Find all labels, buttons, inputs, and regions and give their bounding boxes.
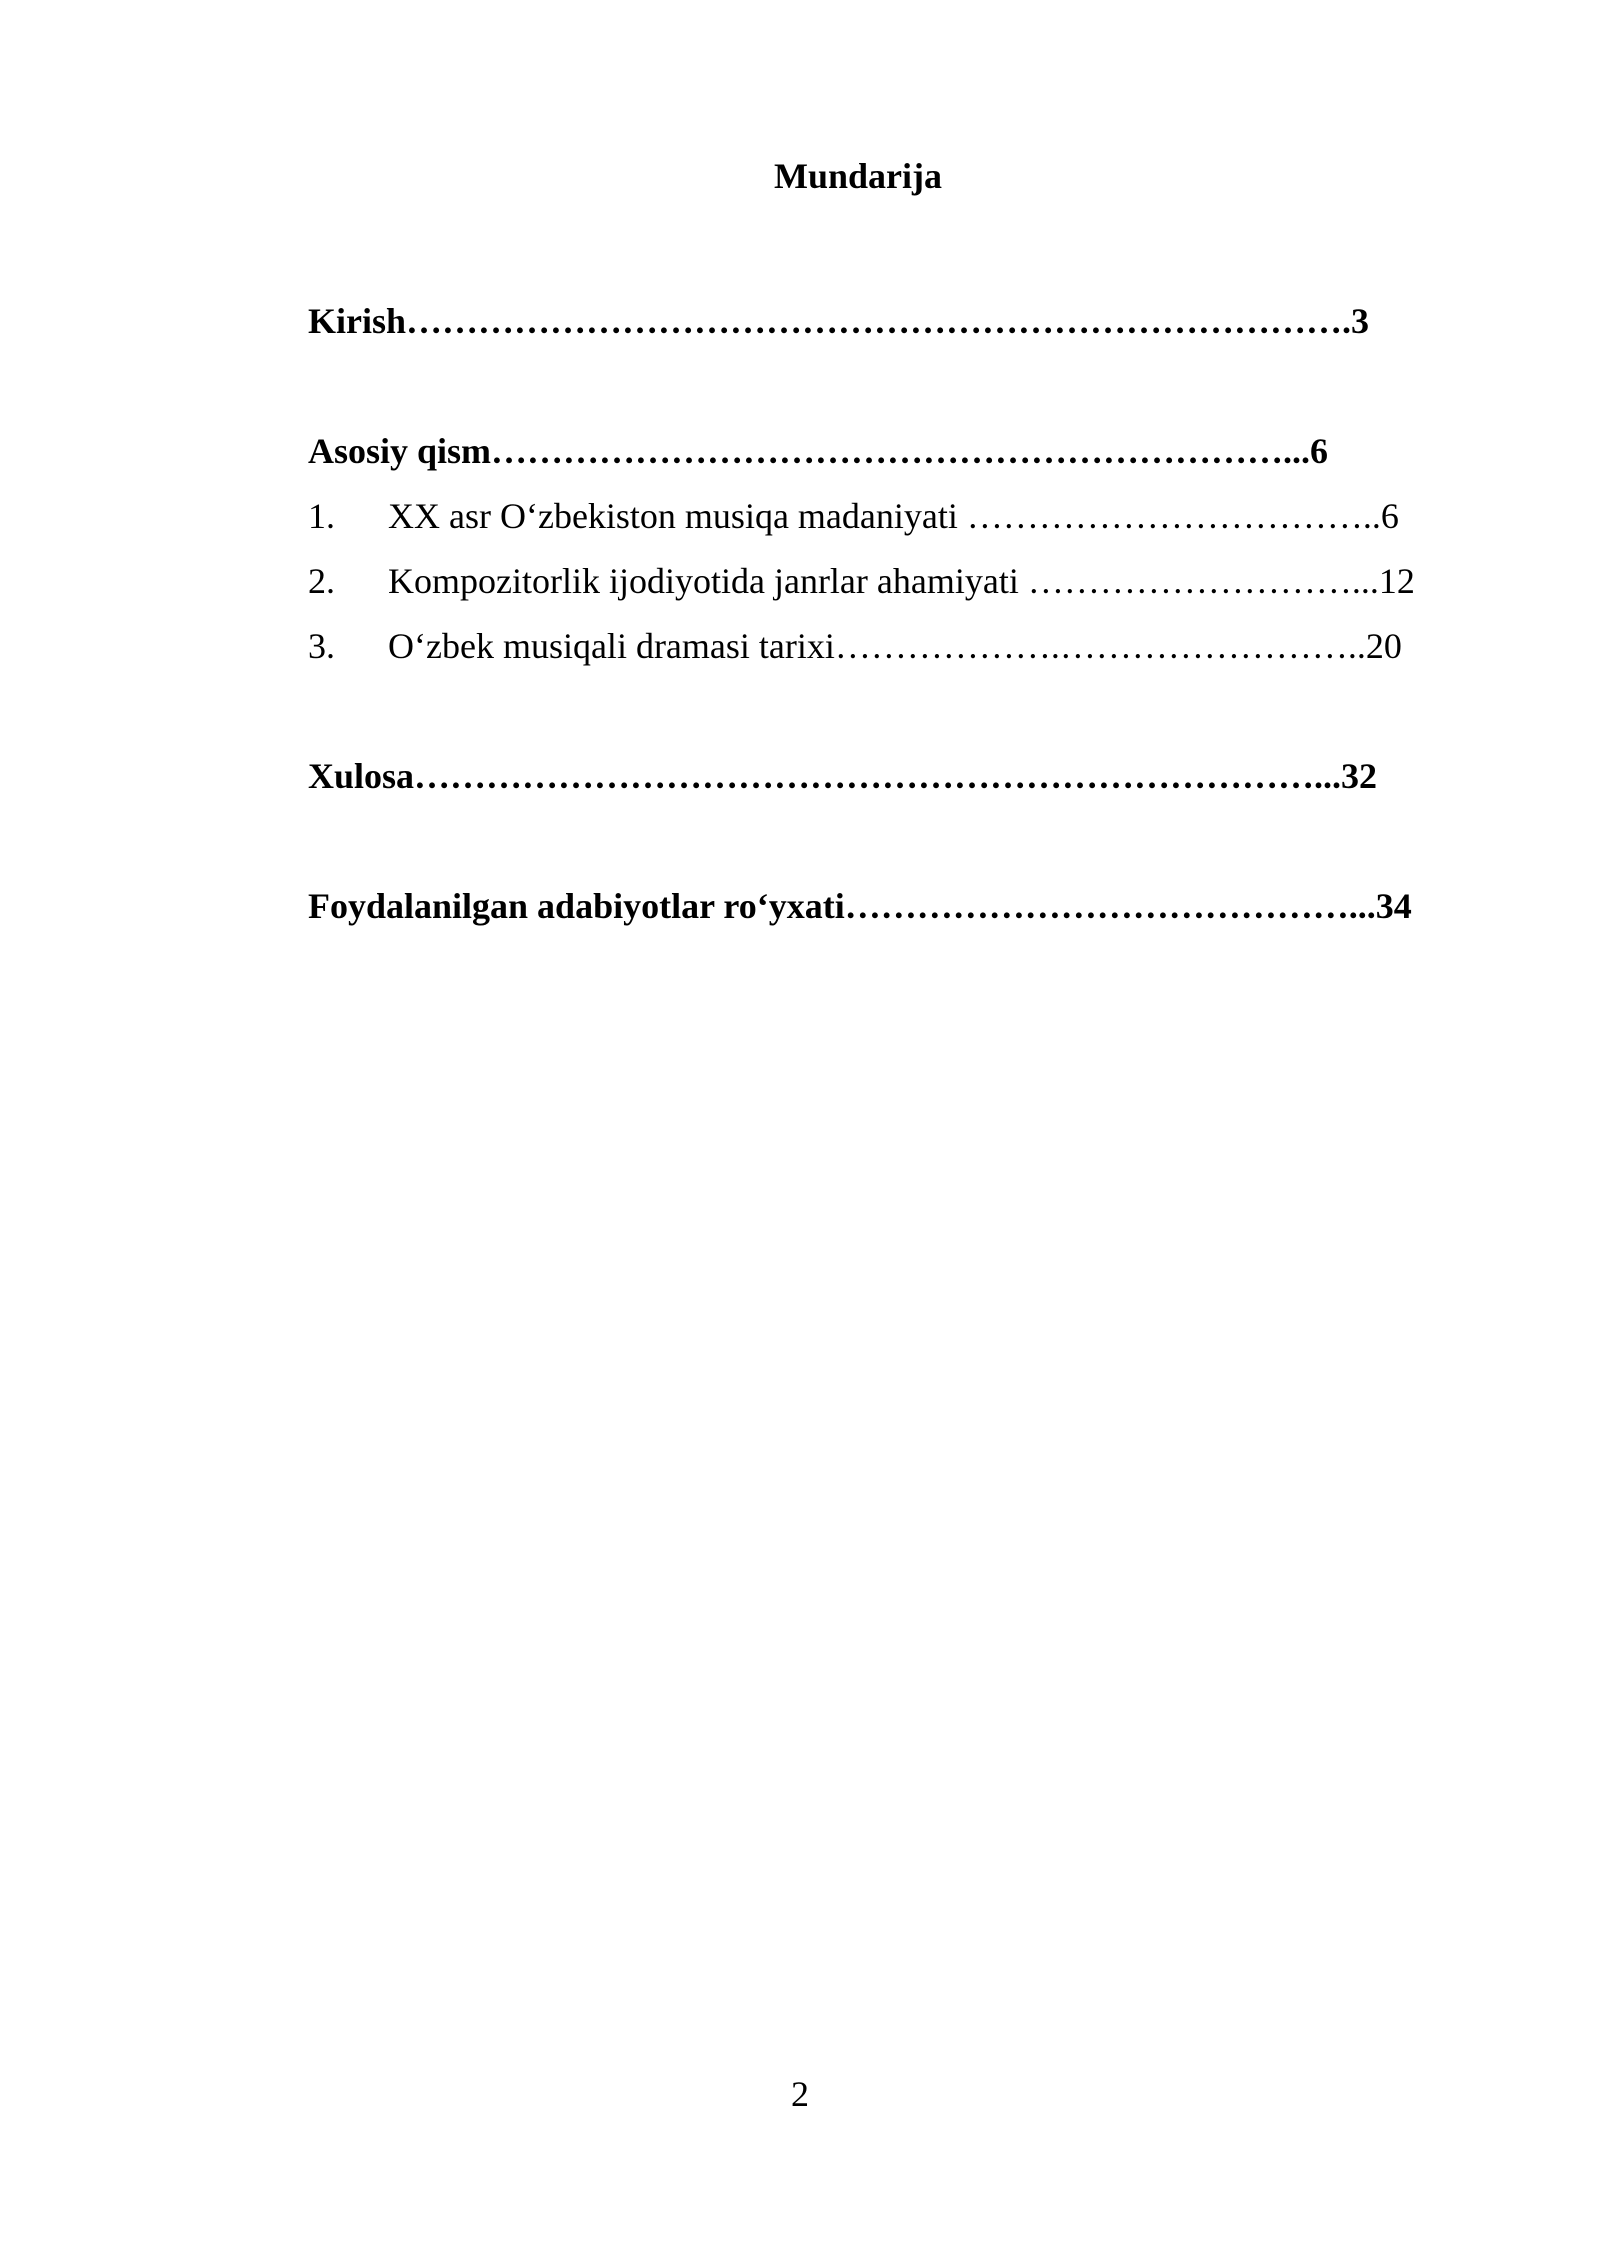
toc-entry-section-1 bbox=[308, 490, 1399, 542]
toc-entry-adabiyotlar: Foydalanilgan adabiyotlar ro‘yxati……………………………………...34 bbox=[308, 886, 1412, 926]
toc-entry-number: 2. bbox=[308, 561, 335, 601]
toc-entry-xulosa: Xulosa…………………………………………………………………...32 bbox=[308, 756, 1378, 796]
toc-entry-asosiy-qism: Asosiy qism…………………………………………………………...6 bbox=[308, 431, 1329, 471]
toc-entry-text: XX asr O‘zbekiston musiqa madaniyati ……………………………..6 bbox=[388, 496, 1399, 536]
toc-entry-text: Kompozitorlik ijodiyotida janrlar ahamiyati ………………………...12 bbox=[388, 561, 1415, 601]
toc-entry-text: O‘zbek musiqali dramasi tarixi……………….……………………..20 bbox=[388, 626, 1402, 666]
toc-entry-number: 3. bbox=[308, 626, 335, 666]
toc-entry-section-2 bbox=[308, 555, 1415, 607]
toc-entry-kirish: Kirish…………………………………………………………………….3 bbox=[308, 301, 1370, 341]
toc-entry-number: 1. bbox=[308, 496, 335, 536]
page-number: 2 bbox=[791, 2074, 809, 2114]
toc-title: Mundarija bbox=[773, 156, 942, 196]
toc-entry-section-3 bbox=[308, 620, 1402, 672]
